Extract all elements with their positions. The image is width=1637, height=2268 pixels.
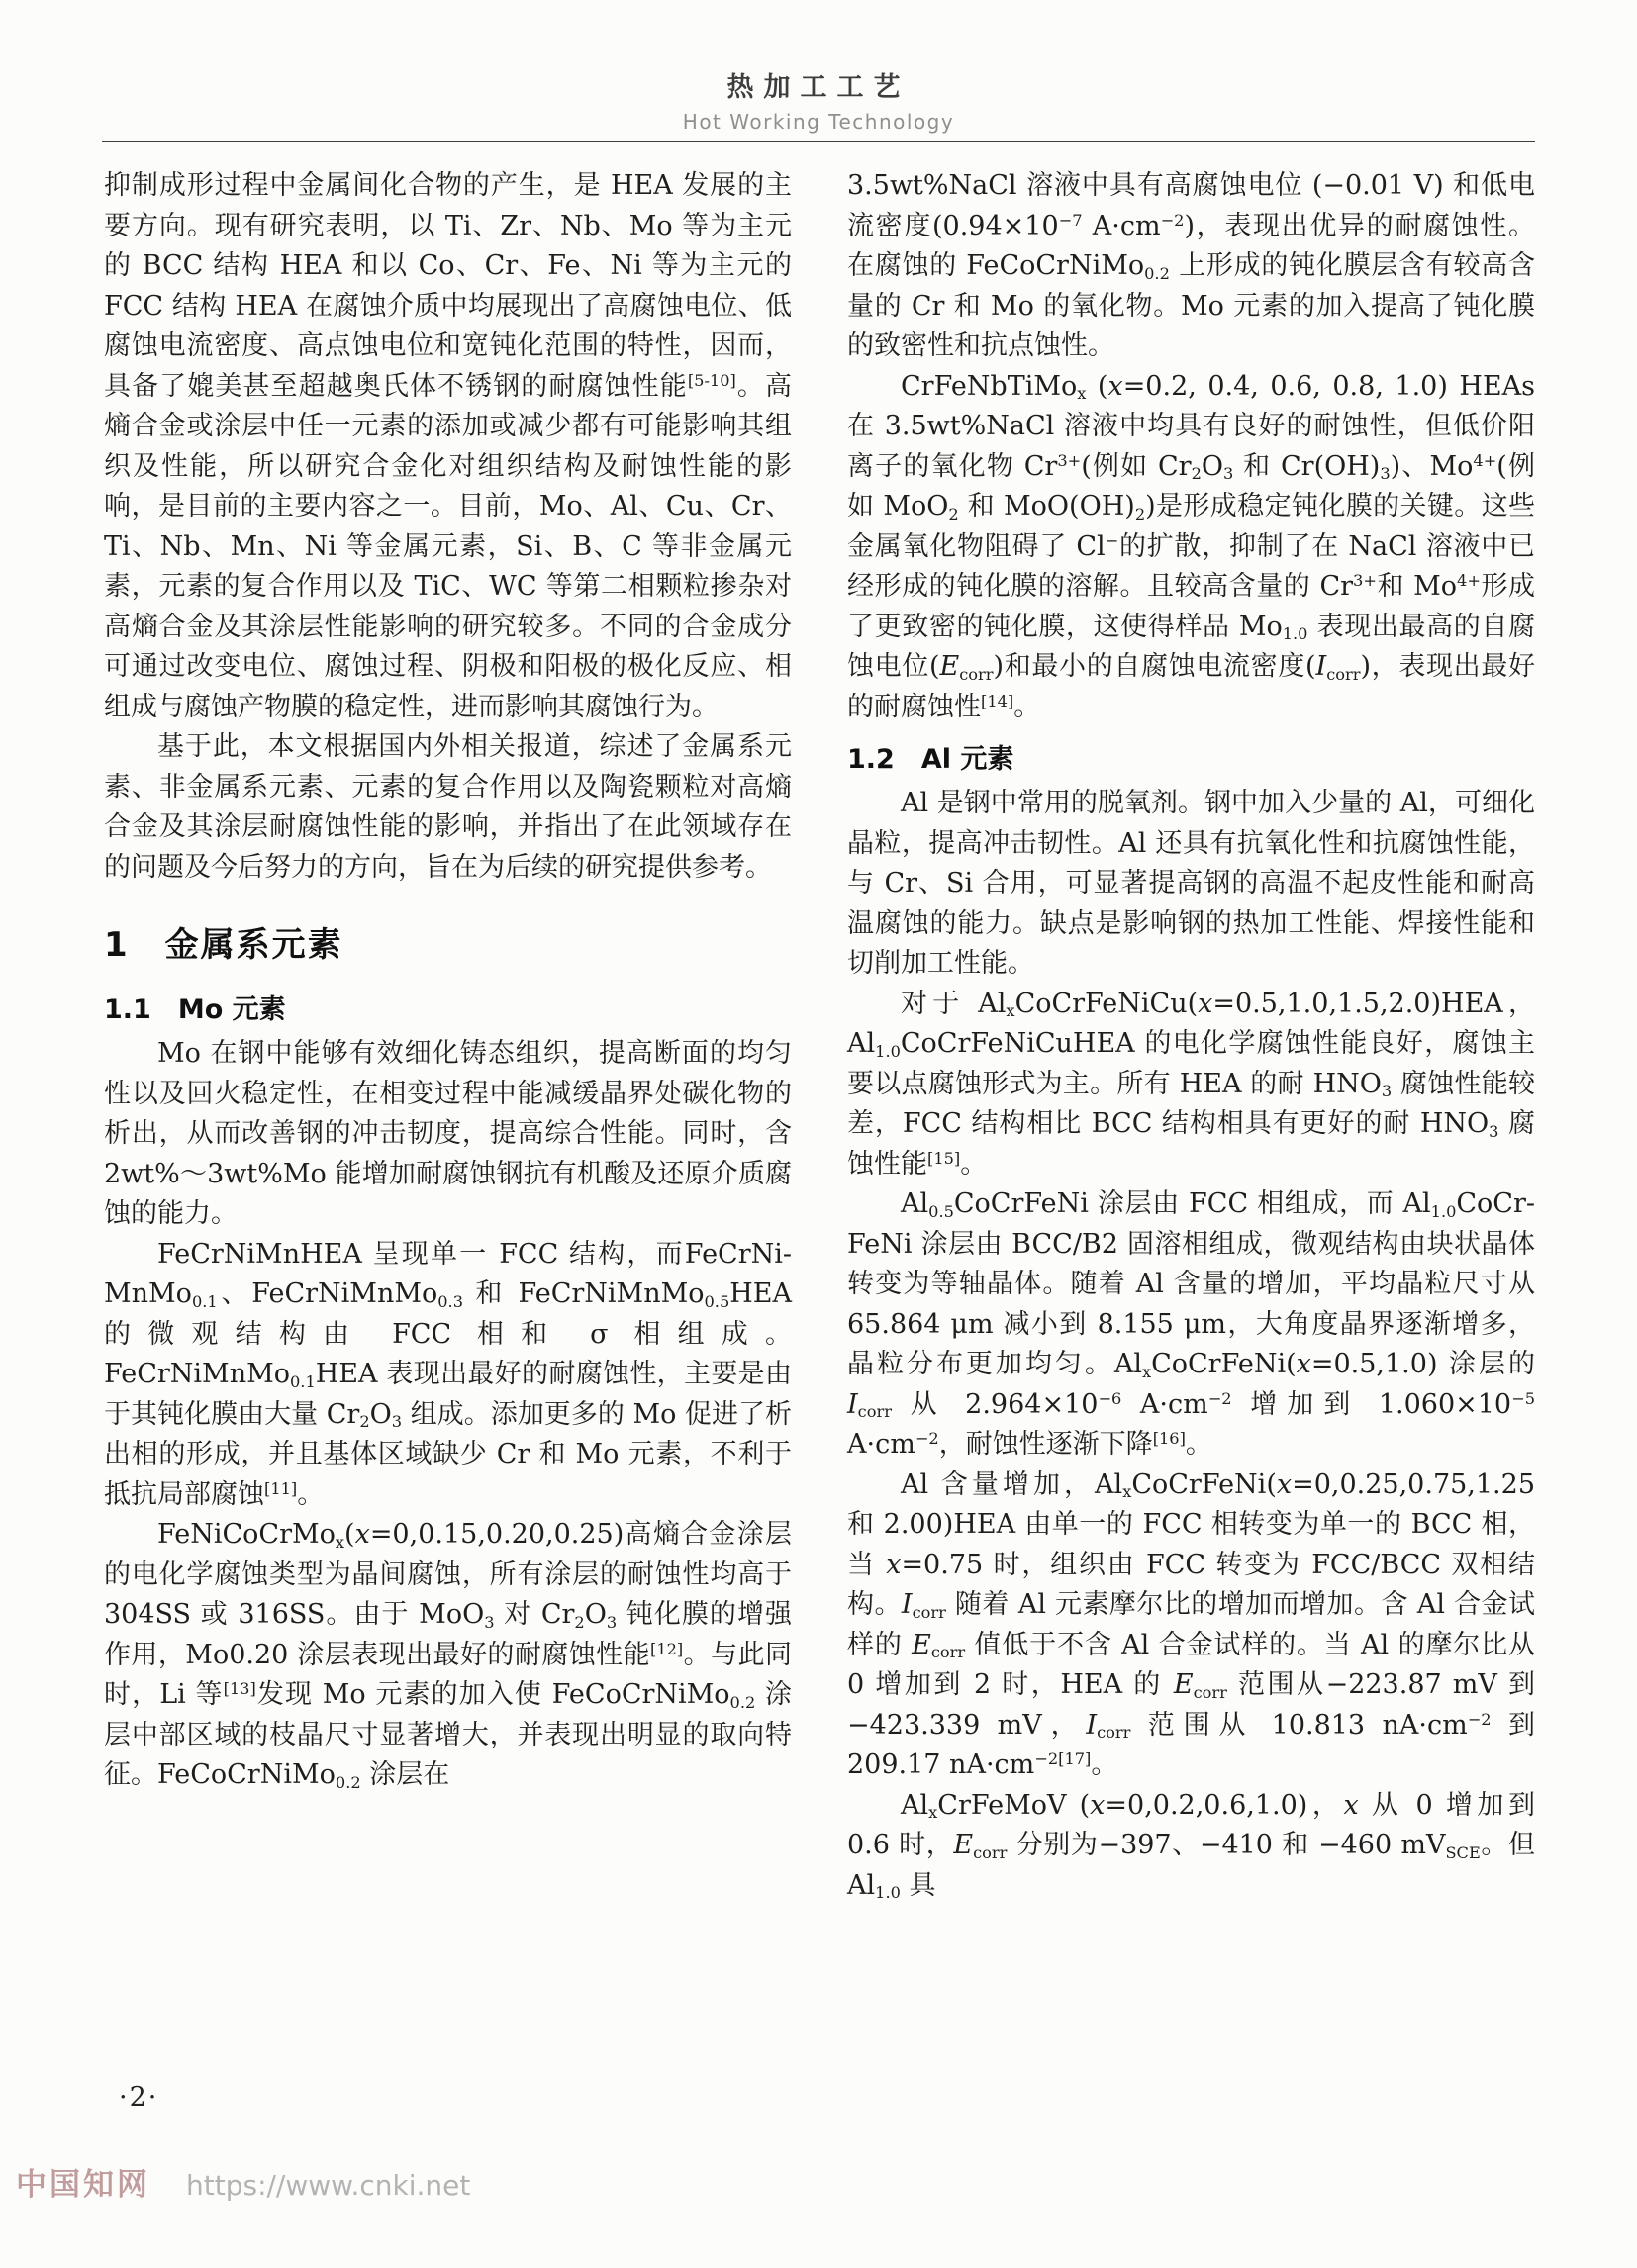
paragraph: Mo 在钢中能够有效细化铸态组织，提高断面的均匀性以及回火稳定性，在相变过程中能减缓晶界处碳化物的析出，从而改善钢的冲击韧度，提高综合性能。同时，含 2wt%～3wt%Mo 能增加耐腐蚀钢抗有机酸及还原介质腐蚀的能力。: [104, 1038, 792, 1229]
paragraph-continued: 3.5wt%NaCl 溶液中具有高腐蚀电位 (−0.01 V) 和低电流密度($0.94\times 10^{-7}$ $A\cdot cm^{-2}$)，表现出优异的耐腐蚀性。在腐蚀的 FeCoCrNiMo$_{0.2}$ 上形成的钝化膜层含有较高含量的 Cr 和 Mo 的氧化物。Mo 元素的加入提高了钝化膜的致密性和抗点蚀性。: [847, 170, 1535, 361]
journal-header: [0, 65, 1637, 134]
cnki-url-link[interactable]: https://www.cnki.net: [186, 2169, 471, 2202]
paragraph-continued: 抑制成形过程中金属间化合物的产生，是 HEA 发展的主要方向。现有研究表明，以 Ti、Zr、Nb、Mo 等为主元的 BCC 结构 HEA 和以 Co、Cr、Fe、Ni 等为主元的 FCC 结构 HEA 在腐蚀介质中均展现出了高腐蚀电位、低腐蚀电流密度、高点蚀电位和宽钝化范围的特性，因而，具备了媲美甚至超越奥氏体不锈钢的耐腐蚀性能[5-10]。高熵合金或涂层中任一元素的添加或减少都有可能影响其组织及性能，所以研究合金化对组织结构及耐蚀性能的影响，是目前的主要内容之一。目前，Mo、Al、Cu、Cr、Ti、Nb、Mn、Ni 等金属元素，Si、B、C 等非金属元素，元素的复合作用以及 TiC、WC 等第二相颗粒掺杂对高熵合金及其涂层性能影响的研究较多。不同的合金成分可通过改变电位、腐蚀过程、阴极和阳极的极化反应、相组成与腐蚀产物膜的稳定性，进而影响其腐蚀行为。: [104, 170, 793, 722]
paragraph: 基于此，本文根据国内外相关报道，综述了金属系元素、非金属系元素、元素的复合作用以及陶瓷颗粒对高熵合金及其涂层耐腐蚀性能的影响，并指出了在此领域存在的问题及今后努力的方向，旨在为后续的研究提供参考。: [104, 731, 792, 883]
watermark-footer: [16, 2159, 470, 2204]
article-body: [104, 166, 1535, 1906]
paragraph: 对于 $Al_xCoCrFeNiCu(x=0.5,1.0,1.5,2.0)HEA$，$Al_{1.0}CoCrFeNiCuHEA$ 的电化学腐蚀性能良好，腐蚀主要以点腐蚀形式为主。所有 HEA 的耐 $HNO_3$ 腐蚀性能较差，FCC 结构相比 BCC 结构相具有更好的耐 $HNO_3$ 腐蚀性能[15]。: [847, 988, 1536, 1180]
paragraph: $Al_xCrFeMoV$ (x=0,0.2,0.6,1.0)，x 从 0 增加到0.6 时，$E_{corr}$ 分别为−397、−410 和 −460 $mV_{SCE}$。但 $Al_{1.0}$ 具: [847, 1789, 1535, 1903]
cnki-brand-text: 中国知网: [16, 2167, 150, 2203]
subsection-heading-mo: 1.1 Mo 元素: [104, 994, 286, 1025]
paragraph: FeNiCoCrMo$_x$(x=0,0.15,0.20,0.25)高熵合金涂层的电化学腐蚀类型为晶间腐蚀，所有涂层的耐蚀性均高于 304SS 或 316SS。由于 MoO$_3$ 对 $Cr_2O_3$ 钝化膜的增强作用，Mo0.20 涂层表现出最好的耐腐蚀性能[12]。与此同时，Li 等[13]发现 Mo 元素的加入使 FeCoCrNiMo$_{0.2}$ 涂层中部区域的枝晶尺寸显著增大，并表现出明显的取向特征。FeCoCrNiMo$_{0.2}$ 涂层在: [104, 1519, 793, 1792]
paragraph: CrFeNbTiMo$_x$ (x=0.2, 0.4, 0.6, 0.8, 1.0) HEAs 在 3.5wt%NaCl 溶液中均具有良好的耐蚀性，但低价阳离子的氧化物 $Cr^{3+}$(例如 $Cr_2O_3$ 和 $Cr(OH)_3$)、$Mo^{4+}$(例如 MoO$_2$ 和 $MoO(OH)_2$)是形成稳定钝化膜的关键。这些金属氧化物阻碍了 Cl−的扩散，抑制了在 NaCl 溶液中已经形成的钝化膜的溶解。且较高含量的 $Cr^{3+}$和 $Mo^{4+}$形成了更致密的钝化膜，这使得样品 $Mo_{1.0}$ 表现出最高的自腐蚀电位$(E_{corr})$和最小的自腐蚀电流密度$(I_{corr})$，表现出最好的耐腐蚀性[14]。: [847, 370, 1536, 722]
paragraph: Al 是钢中常用的脱氧剂。钢中加入少量的 Al，可细化晶粒，提高冲击韧性。Al 还具有抗氧化性和抗腐蚀性能，与 Cr、Si 合用，可显著提高钢的高温不起皮性能和耐高温腐蚀的能力。缺点是影响钢的热加工性能、焊接性能和切削加工性能。: [847, 788, 1535, 979]
journal-title-en: Hot Working Technology: [682, 110, 955, 134]
paragraph: $Al_{0.5}CoCrFeNi$ 涂层由 FCC 相组成，而 $Al_{1.0}CoCr$-FeNi 涂层由 BCC/B2 固溶相组成，微观结构由块状晶体转变为等轴晶体。随着 Al 含量的增加，平均晶粒尺寸从 65.864 μm 减小到 8.155 μm，大角度晶界逐渐增多，晶粒分布更加均匀。$Al_xCoCrFeNi(x=0.5,1.0)$ 涂层的 $I_{corr}$ 从 $2.964\times 10^{-6}$ $A\cdot cm^{-2}$ 增加到 $1.060\times 10^{-5}$ $A\cdot cm^{-2}$，耐蚀性逐渐下降[16]。: [847, 1188, 1536, 1460]
left-column: [104, 166, 792, 1906]
page-number: ·2·: [119, 2082, 159, 2113]
subsection-heading-al: 1.2 Al 元素: [847, 744, 1014, 775]
paragraph: Al 含量增加，$Al_xCoCrFeNi(x=0,0.25,0.75,1.25$ 和 2.00)HEA 由单一的 FCC 相转变为单一的 BCC 相，当 x=0.75 时，组织由 FCC 转变为 FCC/BCC 双相结构。$I_{corr}$ 随着 Al 元素摩尔比的增加而增加。含 Al 合金试样的 $E_{corr}$ 值低于不含 Al 合金试样的。当 Al 的摩尔比从 0 增加到 2 时，HEA 的 $E_{corr}$ 范围从−223.87 mV 到−423.339 mV，$I_{corr}$ 范围从 10.813 $nA\cdot cm^{-2}$ 到 209.17 $nA\cdot cm^{-2[17]}$。: [847, 1468, 1535, 1780]
right-column: [847, 166, 1535, 1906]
journal-title-zh: 热加工工艺: [726, 72, 911, 103]
section-heading-metal-elements: 1 金属系元素: [104, 925, 343, 965]
paragraph: FeCrNiMnHEA 呈现单一 FCC 结构，而FeCrNi-MnMo$_{0.1}$、FeCrNiMnMo$_{0.3}$ 和 FeCrNiMnMo$_{0.5}$HEA 的微观结构由 FCC 相和 σ 相组成。FeCrNiMnMo$_{0.1}$HEA 表现出最好的耐腐蚀性，主要是由于其钝化膜由大量 $Cr_2O_3$ 组成。添加更多的 Mo 促进了析出相的形成，并且基体区域缺少 Cr 和 Mo 元素，不利于抵抗局部腐蚀[11]。: [104, 1238, 793, 1510]
header-divider-rule: [102, 141, 1535, 142]
